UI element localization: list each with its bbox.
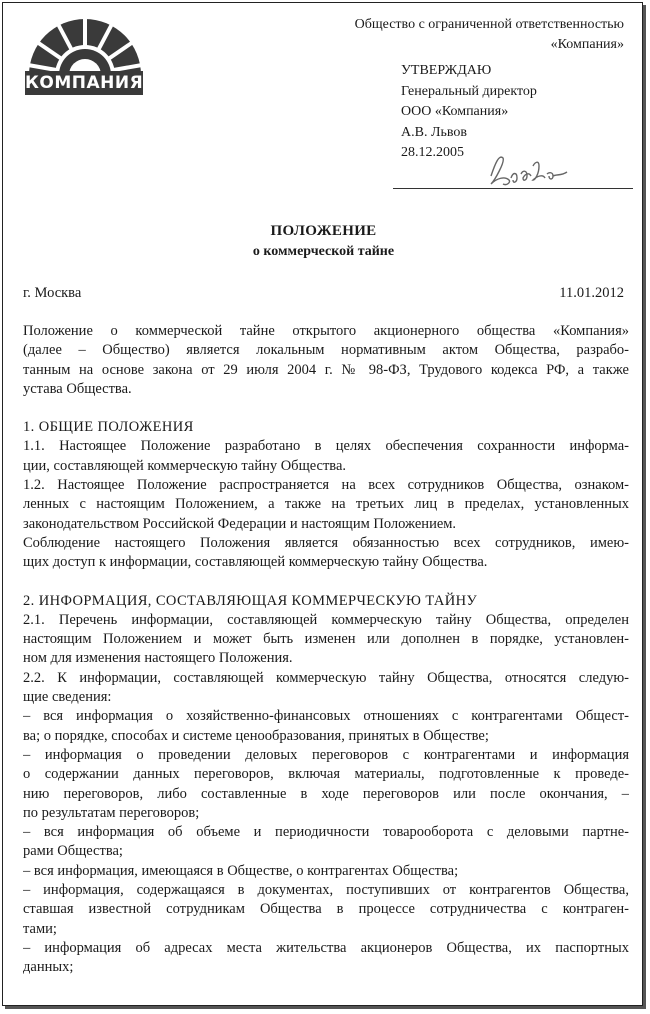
signature-line bbox=[393, 188, 633, 189]
section-2-line: данных; bbox=[23, 959, 74, 976]
section-2-line: – вся информация об объеме и периодичности товарооборота с деловыми партне- bbox=[23, 824, 629, 841]
section-2-line: щие сведения: bbox=[23, 689, 112, 706]
section-2-line: рами Общества; bbox=[23, 843, 123, 860]
section-2-line: – информация об адресах места жительства акционеров Общества, их паспортных bbox=[23, 939, 629, 956]
intro-line: устава Общества. bbox=[23, 380, 132, 397]
section-2-line: – вся информация о хозяйственно-финансовых отношениях с контрагентами Общест- bbox=[23, 708, 629, 725]
approval-line-1: УТВЕРЖДАЮ bbox=[401, 63, 492, 78]
intro-line: (далее – Общество) является локальным нормативным актом Общества, разрабо- bbox=[23, 342, 629, 359]
section-2-line: тами; bbox=[23, 920, 57, 937]
section-1-line: законодательством Российской Федерации и настоящим Положением. bbox=[23, 515, 457, 532]
section-1-line: Соблюдение настоящего Положения является обязанностью всех сотрудников, имею- bbox=[23, 534, 629, 551]
section-1-line: щих доступ к информации, составляющей коммерческую тайну Общества. bbox=[23, 554, 488, 571]
section-2-line: о содержании данных переговоров, включая материалы, подготовленные к проведе- bbox=[23, 766, 629, 783]
document-city: г. Москва bbox=[23, 285, 82, 301]
section-2-line: ва; о порядке, способах и системе ценообразования, принятых в Обществе; bbox=[23, 727, 489, 744]
section-2-line: по результатам переговоров; bbox=[23, 804, 200, 821]
company-logo bbox=[25, 15, 145, 99]
section-1-line: ции, составляющей коммерческую тайну Общества. bbox=[23, 457, 347, 474]
section-2-line: настоящим Положением и может быть изменен или дополнен в порядке, установлен- bbox=[23, 631, 629, 648]
section-2-line: 2.2. К информации, составляющей коммерческую тайну Общества, относятся следую- bbox=[23, 669, 629, 686]
sunburst-logo-icon bbox=[25, 15, 145, 77]
section-2-line: – вся информация, имеющаяся в Обществе, о контрагентах Общества; bbox=[23, 862, 459, 879]
section-1-line: 1.1. Настоящее Положение разработано в целях обеспечения сохранности информа- bbox=[23, 438, 629, 455]
company-line-2: «Компания» bbox=[550, 37, 624, 52]
section-1-heading: 1. ОБЩИЕ ПОЛОЖЕНИЯ bbox=[23, 419, 194, 436]
intro-line: танным на основе закона от 29 июля 2004 г. № 98-ФЗ, Трудового кодекса РФ, а также bbox=[23, 361, 629, 378]
document-title: ПОЛОЖЕНИЕ bbox=[270, 223, 377, 239]
section-2-line: – информация, содержащаяся в документах, поступивших от контрагентов Общества, bbox=[23, 882, 629, 899]
section-1-line: 1.2. Настоящее Положение распространяется на всех сотрудников Общества, ознаком- bbox=[23, 477, 629, 494]
approval-line-4: А.В. Львов bbox=[401, 124, 467, 140]
section-2-line: 2.1. Перечень информации, составляющей коммерческую тайну Общества, определен bbox=[23, 611, 629, 628]
intro-line: Положение о коммерческой тайне открытого акционерного общества «Компания» bbox=[23, 323, 629, 339]
approval-line-3: ООО «Компания» bbox=[401, 104, 509, 119]
document-page bbox=[2, 2, 643, 1006]
section-2-line: – информация о проведении деловых переговоров с контрагентами и информация bbox=[23, 746, 629, 763]
signature-icon bbox=[483, 146, 573, 194]
approval-line-5: 28.12.2005 bbox=[401, 145, 464, 160]
section-1-line: ленных с настоящим Положением, а также на третьих лиц в пределах, установленных bbox=[23, 496, 629, 513]
approval-line-2: Генеральный директор bbox=[401, 83, 537, 99]
logo-text: КОМПАНИЯ bbox=[25, 73, 144, 93]
section-2-line: ставшая известной сотрудникам Общества в процессе сотрудничества с контраген- bbox=[23, 901, 629, 918]
company-line-1: Общество с ограниченной ответственностью bbox=[354, 17, 624, 32]
document-date: 11.01.2012 bbox=[559, 285, 624, 301]
section-2-line: нию переговоров, либо составленные в ходе переговоров или после окончания, – bbox=[23, 785, 629, 802]
company-header bbox=[355, 15, 624, 55]
document-body bbox=[23, 322, 629, 978]
document-subtitle: о коммерческой тайне bbox=[252, 244, 395, 259]
section-2-heading: 2. ИНФОРМАЦИЯ, СОСТАВЛЯЮЩАЯ КОММЕРЧЕСКУЮ ТАЙНУ bbox=[23, 592, 478, 609]
section-2-line: ном для изменения настоящего Положения. bbox=[23, 650, 293, 667]
